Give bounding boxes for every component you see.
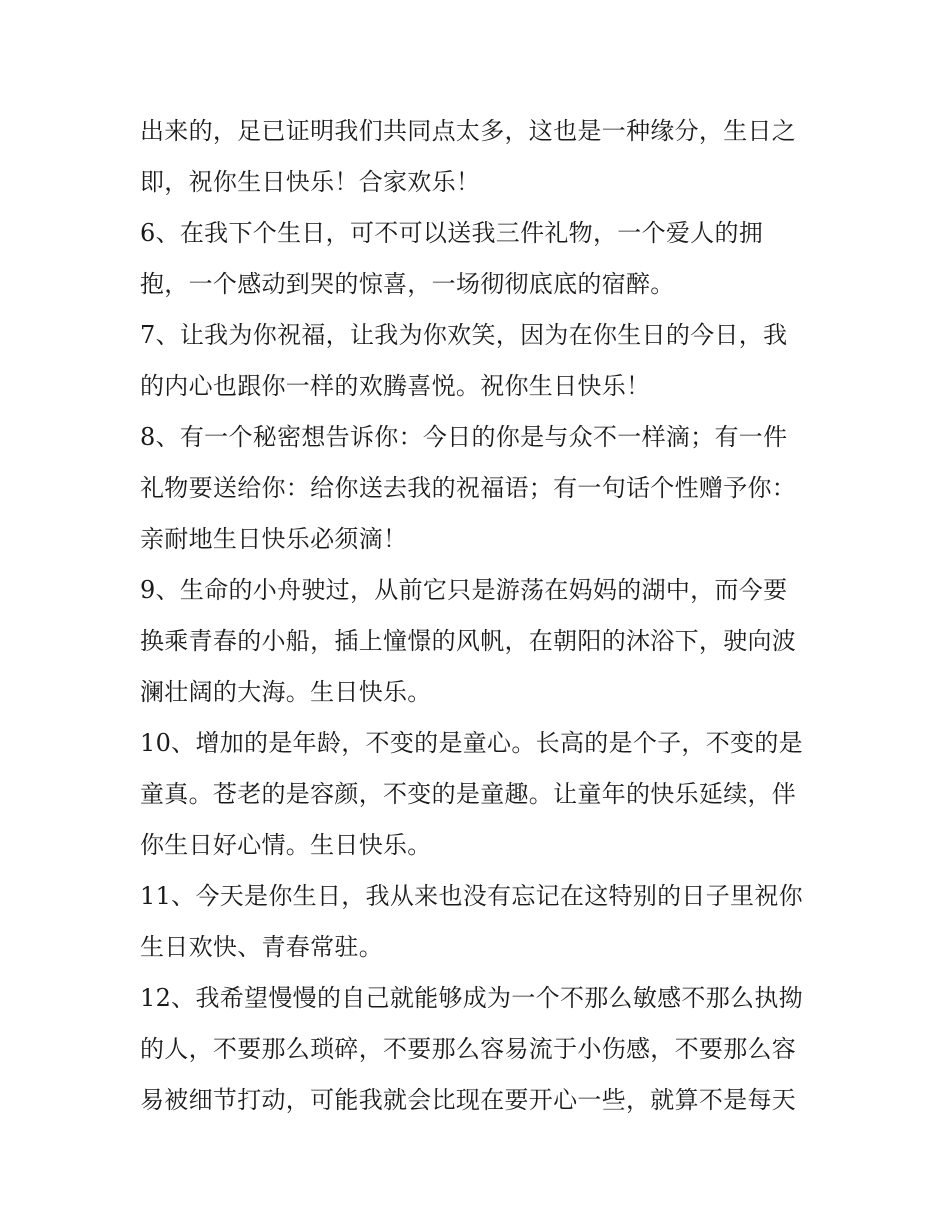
- text-line: 礼物要送给你：给你送去我的祝福语；有一句话个性赠予你：: [140, 474, 797, 502]
- text-line: 澜壮阔的大海。生日快乐。: [140, 678, 432, 706]
- text-line: 即，祝你生日快乐！合家欢乐！: [140, 168, 481, 196]
- text-line: 的内心也跟你一样的欢腾喜悦。祝你生日快乐！: [140, 372, 651, 400]
- text-line: 出来的，足已证明我们共同点太多，这也是一种缘分，生日之: [140, 117, 797, 145]
- text-line: 12、我希望慢慢的自己就能够成为一个不那么敏感不那么执拗: [140, 984, 803, 1012]
- text-line: 6、在我下个生日，可不可以送我三件礼物，一个爱人的拥: [140, 219, 764, 247]
- text-line: 8、有一个秘密想告诉你：今日的你是与众不一样滴；有一件: [140, 423, 788, 451]
- text-line: 7、让我为你祝福，让我为你欢笑，因为在你生日的今日，我: [140, 321, 788, 349]
- text-line: 生日欢快、青春常驻。: [140, 933, 383, 961]
- text-line: 童真。苍老的是容颜，不变的是童趣。让童年的快乐延续，伴: [140, 780, 797, 808]
- text-line: 10、增加的是年龄，不变的是童心。长高的是个子，不变的是: [140, 729, 803, 757]
- text-line: 的人，不要那么琐碎，不要那么容易流于小伤感，不要那么容: [140, 1035, 797, 1063]
- text-line: 你生日好心情。生日快乐。: [140, 831, 432, 859]
- text-line: 9、生命的小舟驶过，从前它只是游荡在妈妈的湖中，而今要: [140, 576, 788, 604]
- text-line: 11、今天是你生日，我从来也没有忘记在这特别的日子里祝你: [140, 882, 803, 910]
- text-line: 易被细节打动，可能我就会比现在要开心一些，就算不是每天: [140, 1086, 797, 1114]
- text-line: 换乘青春的小船，插上憧憬的风帆，在朝阳的沐浴下，驶向波: [140, 627, 797, 655]
- text-line: 亲耐地生日快乐必须滴！: [140, 525, 408, 553]
- text-line: 抱，一个感动到哭的惊喜，一场彻彻底底的宿醉。: [140, 270, 675, 298]
- document-body: [140, 106, 820, 1126]
